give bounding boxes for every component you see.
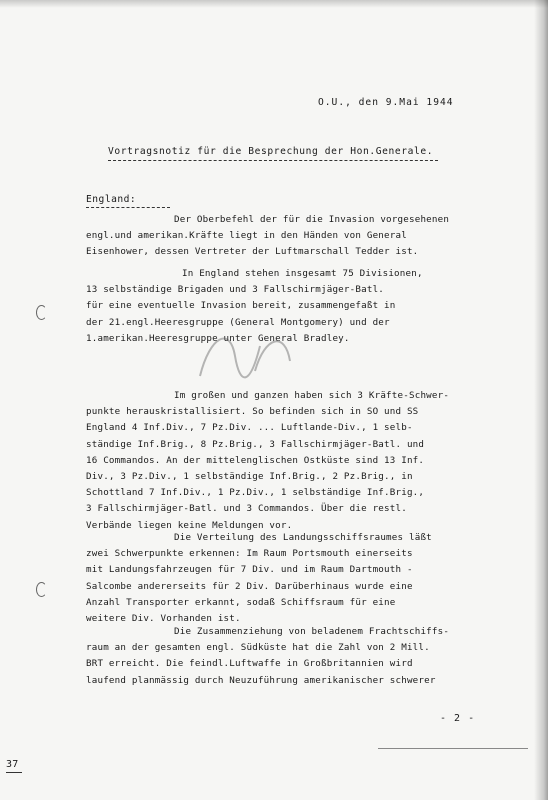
handwritten-mark	[190, 316, 300, 396]
date-line: O.U., den 9.Mai 1944	[318, 97, 454, 108]
text-line: 13 selbständige Brigaden und 3 Fallschirmjäger-Batl.	[86, 284, 385, 296]
text-line: der 21.engl.Heeresgruppe (General Montgomery) und der	[86, 316, 390, 328]
text-line: Der Oberbefehl der für die Invasion vorgesehenen	[174, 214, 450, 225]
text-line: raum an der gesamten engl. Südküste hat die Zahl von 2 Mill.	[86, 642, 430, 654]
punch-hole-mark	[36, 582, 47, 597]
text-line: Eisenhower, dessen Vertreter der Luftmarschall Tedder ist.	[86, 246, 419, 258]
text-line: laufend planmässig durch Neuzuführung amerikanischer schwerer	[86, 674, 436, 686]
text-line: Verbände liegen keine Meldungen vor.	[86, 519, 293, 531]
scan-shadow-right	[534, 0, 548, 800]
text-line: England 4 Inf.Div., 7 Pz.Div. ... Luftlande-Div., 1 selb-	[86, 422, 413, 434]
paragraph-3	[86, 390, 449, 536]
text-line: mit Landungsfahrzeugen für 7 Div. und im Raum Dartmouth -	[86, 564, 413, 576]
text-line: Anzahl Transporter erkannt, sodaß Schiffsraum für eine	[86, 596, 396, 608]
text-line: zwei Schwerpunkte erkennen: Im Raum Portsmouth einerseits	[86, 548, 413, 560]
paragraph-1	[86, 214, 449, 263]
text-line: für eine eventuelle Invasion bereit, zusammengefaßt in	[86, 300, 396, 312]
page-number: - 2 -	[440, 713, 476, 724]
punch-hole-mark	[36, 305, 47, 320]
paragraph-5	[86, 626, 449, 691]
text-line: BRT erreicht. Die feindl.Luftwaffe in Großbritannien wird	[86, 658, 413, 670]
text-line: Salcombe andererseits für 2 Div. Darüberhinaus wurde eine	[86, 580, 413, 592]
section-underline	[86, 207, 170, 208]
text-line: ständige Inf.Brig., 8 Pz.Brig., 3 Fallschirmjäger-Batl. und	[86, 438, 425, 450]
text-line: 16 Commandos. An der mittelenglischen Ostküste sind 13 Inf.	[86, 454, 425, 466]
text-line: In England stehen insgesamt 75 Divisionen,	[182, 268, 423, 279]
text-line: punkte herauskristallisiert. So befinden sich in SO und SS	[86, 406, 419, 418]
text-line: weitere Div. Vorhanden ist.	[86, 612, 241, 624]
text-line: Div., 3 Pz.Div., 1 selbständige Inf.Brig., 2 Pz.Brig., in	[86, 470, 413, 482]
footer-number: 37	[6, 759, 19, 770]
text-line: engl.und amerikan.Kräfte liegt in den Händen von General	[86, 230, 407, 242]
footer-rule	[6, 772, 22, 773]
text-line: Die Zusammenziehung von beladenem Frachtschiffs-	[174, 626, 450, 637]
text-line: Im großen und ganzen haben sich 3 Kräfte-Schwer-	[174, 390, 450, 401]
scan-shadow-top	[0, 0, 548, 8]
text-line: 1.amerikan.Heeresgruppe unter General Bradley.	[86, 332, 350, 344]
paragraph-4	[86, 532, 432, 629]
document-title: Vortragsnotiz für die Besprechung der Hon.Generale.	[108, 146, 434, 157]
text-line: 3 Fallschirmjäger-Batl. und 3 Commandos. Über die restl.	[86, 503, 407, 515]
text-line: Die Verteilung des Landungsschiffsraumes läßt	[174, 532, 432, 543]
section-heading: England:	[86, 194, 137, 205]
title-underline	[108, 160, 438, 161]
text-line: Schottland 7 Inf.Div., 1 Pz.Div., 1 selbständige Inf.Brig.,	[86, 487, 425, 499]
bottom-rule	[378, 748, 528, 749]
